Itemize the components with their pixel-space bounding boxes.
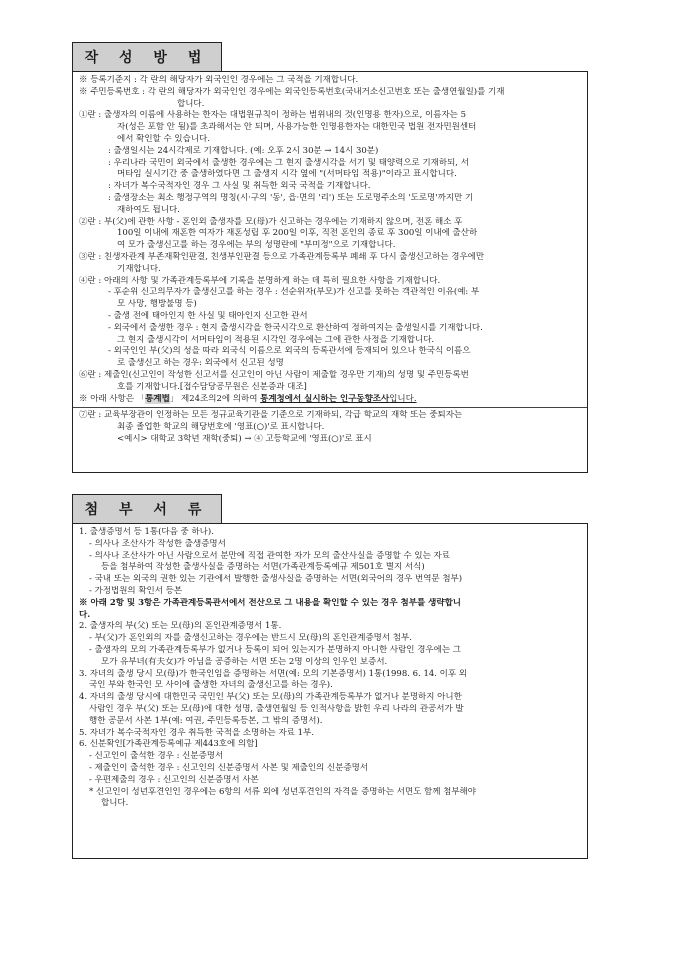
guide-line: 로 출생신고 하는 경우: 외국에서 신고된 성명 [117,358,284,369]
guide-line: - 출생 전에 태아인지 한 사실 및 태아인지 신고한 관서 [108,310,308,321]
attach-line: - 우편제출의 경우 : 신고인의 신분증명서 사본 [89,774,259,785]
guide-line: ①란 : 출생자의 이름에 사용하는 한자는 대법원규칙이 정하는 범위내의 것(인명용 한자)으로, 이름자는 5 [79,110,466,121]
notice-prefix: ※ 아래 사항은 「 [79,393,146,404]
section-title-text: 첨 부 서 류 [84,502,210,518]
section-title-text: 작 성 방 법 [84,50,210,66]
guide-line: ⑦란 : 교육부장관이 인정하는 모든 정규교육기관을 기준으로 기재하되, 각급 학교의 재학 또는 중퇴자는 [79,410,463,421]
attach-line: - 의사나 조산사가 아닌 사람으로서 분만에 직접 관여한 자가 모의 출산사실을 증명할 수 있는 자료 [89,550,450,561]
guide-line: 호를 기재합니다.[접수담당공무원은 신분증과 대조] [117,381,307,392]
writing-guide-box [72,71,588,473]
guide-line: 모 사망, 행방불명 등) [117,299,197,310]
guide-line: 기재합니다. [117,263,161,274]
guide-line: : 출생장소는 최소 행정구역의 명칭(시·구의 '동', 읍·면의 '리') 또는 도로명주소의 '도로명'까지만 기 [108,192,474,203]
attach-line: - 부(父)가 혼인외의 자를 출생신고하는 경우에는 반드시 모(母)의 혼인관계증명서 첨부. [89,633,412,644]
guide-line: ⑥란 : 제출인(신고인이 작성한 신고서를 신고인이 아닌 사람이 제출할 경우만 기재)의 성명 및 주민등록번 [79,369,469,380]
divider [73,407,587,408]
statistics-notice [79,394,581,406]
guide-line: 에서 확인할 수 있습니다. [117,133,210,144]
attach-line: - 국내 또는 외국의 권한 있는 기관에서 발행한 출생사실을 증명하는 서면(외국어의 경우 번역문 첨부) [89,574,463,585]
guide-line: 자(성은 포함 안 됨)를 초과해서는 안 되며, 사용가능한 인명용한자는 대한민국 법원 전자민원센터 [117,122,477,133]
guide-line: ※ 주민등록번호 : 각 란의 해당자가 외국인인 경우에는 외국인등록번호(국내거소신고번호 또는 출생연월일)를 기재 [79,86,505,97]
notice-agency: 통계청에서 실시하는 인구동향조사 [260,393,390,404]
guide-line: : 자녀가 복수국적자인 경우 그 사실 및 취득한 외국 국적을 기재합니다. [108,181,371,192]
attach-note-bold: 다. [79,609,91,620]
attach-line: 2. 출생자의 부(父) 또는 모(母)의 혼인관계증명서 1통. [79,621,282,632]
guide-line: ※ 등록기준지 : 각 란의 해당자가 외국인인 경우에는 그 국적을 기재합니다. [79,75,359,85]
guide-line: 합니다. [177,98,205,109]
section-title-writing-guide [72,42,222,71]
attach-line: 사람인 경우 부(父) 또는 모(母)에 대한 성명, 출생연월일 등 인적사항을 밝힌 우리 나라의 관공서가 발 [89,703,464,714]
attachments-box [72,523,588,859]
attach-line: 3. 자녀의 출생 당시 모(母)가 한국인임을 증명하는 서면(예: 모의 기본증명서) 1통(1998. 6. 14. 이후 외 [79,668,468,679]
attach-line: 4. 자녀의 출생 당시에 대한민국 국민인 부(父) 또는 모(母)의 가족관계등록부가 없거나 분명하지 아니한 [79,692,462,703]
guide-line: : 우리나라 국민이 외국에서 출생한 경우에는 그 현지 출생시각을 서기 및 태양력으로 기재하되, 서 [108,157,469,168]
section-title-attachments [72,494,222,523]
attach-line: 1. 출생증명서 등 1통(다음 중 하나). [79,527,214,537]
guide-line: ④란 : 아래의 사항 및 가족관계등록부에 기록을 분명하게 하는 데 특히 필요한 사항을 기재합니다. [79,275,441,286]
notice-mid: 」 제24조의2에 의하여 [169,393,261,404]
guide-line: ③란 : 친생자관계 부존재확인판결, 친생부인판결 등으로 가족관계등록부 폐쇄 후 다시 출생신고하는 경우에만 [79,251,485,262]
attach-line: - 출생자의 모의 가족관계등록부가 없거나 등록이 되어 있는지가 분명하지 아니한 사람인 경우에는 그 [89,644,461,655]
attach-line: 6. 신분확인[가족관계등록예규 제443호에 의함] [79,739,258,750]
attach-line: 5. 자녀가 복수국적자인 경우 취득한 국적을 소명하는 자료 1부. [79,727,314,738]
guide-line: ②란 : 부(父)에 관한 사항 - 혼인외 출생자를 모(母)가 신고하는 경우에는 기재하지 않으며, 전혼 해소 후 [79,216,463,227]
notice-suffix: 입니다. [389,393,417,404]
guide-line: 여 모가 출생신고를 하는 경우에는 부의 성명란에 "부미정"으로 기재합니다. [117,240,396,251]
attach-line: 합니다. [101,798,129,809]
guide-line: - 후순위 신고의무자가 출생신고를 하는 경우 : 선순위자(부모)가 신고를 못하는 객관적인 이유(예: 부 [108,287,480,298]
attach-note-bold: ※ 아래 2항 및 3항은 가족관계등록관서에서 전산으로 그 내용을 확인할 수 있는 경우 첨부를 생략합니 [79,597,461,608]
guide-line: <예시> 대학교 3학년 재학(중퇴) → ④ 고등학교에 '영표(○)'로 표시 [117,433,372,444]
attach-line: - 제출인이 출석한 경우 : 신고인의 신분증명서 사본 및 제출인의 신분증명서 [89,762,369,773]
guide-line: 머타임 실시기간 중 출생하였다면 그 출생지 시각 옆에 "(서머타임 적용)"이라고 표시합니다. [117,169,457,180]
attach-line: * 신고인이 성년후견인인 경우에는 6항의 서류 외에 성년후견인의 자격을 증명하는 서면도 함께 첨부해야 [89,786,476,797]
guide-line: 그 현지 출생시각이 서머타임이 적용된 시각인 경우에는 그에 관한 사정을 기재합니다. [117,334,435,345]
attach-line: 국인 부와 한국인 모 사이에 출생한 자녀의 출생신고를 하는 경우). [89,680,333,691]
guide-line: 재하여도 됩니다. [117,204,180,215]
attach-line: 모가 유부녀(有夫女)가 아님을 공증하는 서면 또는 2명 이상의 인우인 보증서. [101,656,388,667]
attach-line: - 가정법원의 확인서 등본 [89,585,183,596]
attach-line: - 신고인이 출석한 경우 : 신분증명서 [89,751,224,762]
guide-line: 100일 이내에 재혼한 여자가 재혼성립 후 200일 이후, 직전 혼인의 종료 후 300일 이내에 출산하 [117,228,478,239]
guide-line: 최종 졸업한 학교의 해당번호에 '영표(○)'로 표시합니다. [117,422,325,433]
attach-line: 행한 공문서 사본 1부(예: 여권, 주민등록등본, 그 밖의 증명서). [89,715,323,726]
attach-line: 등을 첨부하여 작성한 출생사실을 증명하는 서면(가족관계등록예규 제501호 별지 서식) [101,562,425,573]
notice-law: 통계법 [145,393,170,404]
attach-line: - 의사나 조산사가 작성한 출생증명서 [89,538,226,549]
guide-line: - 외국인인 부(父)의 성을 따라 외국식 이름으로 외국의 등록관서에 등재되어 있으나 한국식 이름으 [108,346,471,357]
guide-line: - 외국에서 출생한 경우 : 현지 출생시각을 한국시각으로 환산하여 정하여지는 출생일시를 기재합니다. [108,322,483,333]
guide-line: : 출생일시는 24시각제로 기재합니다. (예: 오후 2시 30분 → 14시 30분) [108,145,379,156]
